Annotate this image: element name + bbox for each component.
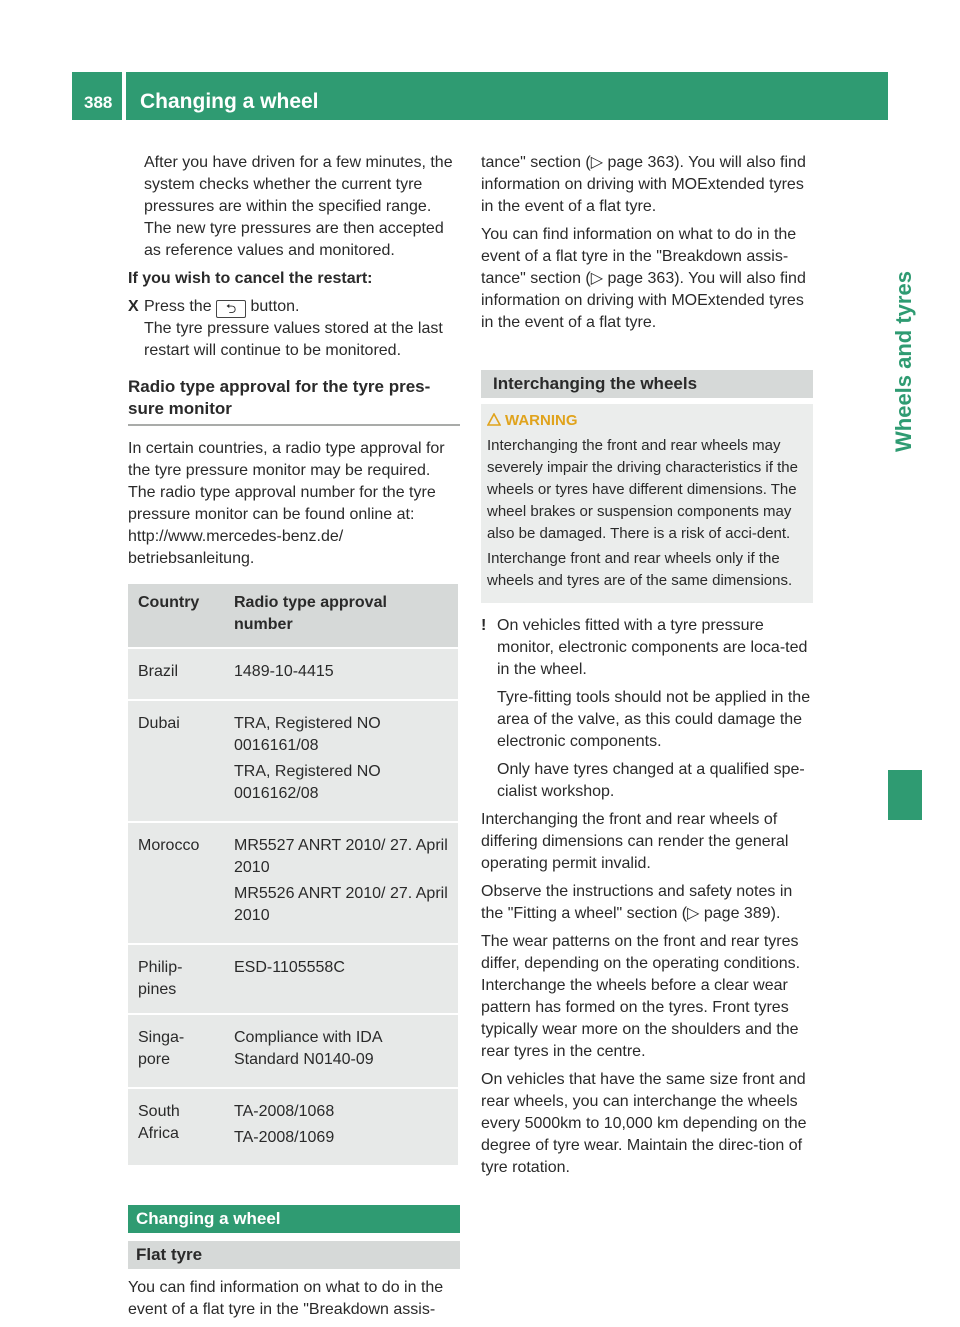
page-number: 388	[72, 72, 122, 120]
chapter-title: Changing a wheel	[126, 72, 888, 120]
note-text-3: Only have tyres changed at a qualified spe-cialist workshop.	[497, 761, 805, 800]
country-cell: Philip-pines	[128, 945, 224, 1015]
note-text-2: Tyre-fitting tools should not be applied in the area of the valve, as this could damage the electronic components.	[497, 689, 811, 750]
country-cell: Brazil	[128, 649, 224, 701]
number-cell: TRA, Registered NO 0016161/08 TRA, Registered NO 0016162/08	[224, 701, 458, 823]
table-row	[128, 945, 458, 1015]
table-row	[128, 1015, 458, 1089]
body-paragraph: Interchanging the front and rear wheels of differing dimensions can render the general operating permit invalid.	[481, 811, 789, 872]
warning-box	[481, 404, 813, 603]
subsection-bar-flat-tyre: Flat tyre	[128, 1241, 460, 1269]
note-icon: !	[481, 617, 487, 634]
step-result: The tyre pressure values stored at the last restart will continue to be monitored.	[144, 320, 443, 359]
number-cell: 1489-10-4415	[224, 649, 458, 701]
table-header-country: Country	[128, 584, 224, 649]
country-cell: South Africa	[128, 1089, 224, 1167]
body-paragraph: On vehicles that have the same size front and rear wheels, you can interchange the wheels every 5000km to 10,000 km depending on the degree of tyre wear. Maintain the direc-tion of tyre rotation.	[481, 1071, 807, 1176]
warning-text: Interchanging the front and rear wheels may severely impair the driving characteristics if the wheels or tyres have different dimensions. The wheel brakes or suspension components may also be damaged. There is a risk of acci-dent.	[487, 437, 798, 542]
continued-paragraph: tance" section (▷ page 363). You will also find information on driving with MOExtended tyres in the event of a flat tyre.	[481, 154, 806, 215]
subsection-bar-interchanging: Interchanging the wheels	[481, 370, 813, 398]
number-cell: Compliance with IDA Standard N0140-09	[224, 1015, 458, 1089]
step-text-post: button.	[250, 298, 300, 315]
side-tab-block	[888, 770, 922, 820]
number-cell: TA-2008/1068 TA-2008/1069	[224, 1089, 458, 1167]
instruction-step	[128, 296, 460, 362]
back-button-icon: ⮌	[216, 300, 246, 318]
table-row	[128, 823, 458, 945]
right-column	[481, 152, 813, 1185]
side-tab-label: Wheels and tyres	[891, 271, 916, 452]
note-block	[481, 615, 813, 803]
country-cell: Dubai	[128, 701, 224, 823]
intro-paragraph: After you have driven for a few minutes, the system checks whether the current tyre pressures are within the specified range. The new tyre pressures are then accepted as reference values and monitored.	[144, 154, 453, 259]
number-cell: MR5527 ANRT 2010/ 27. April 2010 MR5526 ANRT 2010/ 27. April 2010	[224, 823, 458, 945]
flat-tyre-info-paragraph: You can find information on what to do in the event of a flat tyre in the "Breakdown assis-tance" section (▷ page 363). You will also find information on driving with MOExtended tyres in the event of a flat tyre.	[481, 226, 806, 331]
warning-text-2: Interchange front and rear wheels only if the wheels and tyres are of the same dimensions.	[487, 550, 793, 589]
radio-approval-heading: Radio type approval for the tyre pres-sure monitor	[128, 376, 460, 426]
step-text-pre: Press the	[144, 298, 212, 315]
body-paragraph: The wear patterns on the front and rear tyres differ, depending on the operating conditions. Interchange the wheels before a clear wear pattern has formed on the tyres. Front tyres typically wear more on the shoulders and the rear tyres in the centre.	[481, 933, 801, 1060]
left-column	[128, 152, 460, 1327]
number-cell: ESD-1105558C	[224, 945, 458, 1015]
note-text-1: On vehicles fitted with a tyre pressure monitor, electronic components are loca-ted in the wheel.	[497, 617, 808, 678]
flat-tyre-text: You can find information on what to do in the event of a flat tyre in the "Breakdown assis-	[128, 1279, 444, 1318]
radio-approval-text: In certain countries, a radio type approval for the tyre pressure monitor may be required. The radio type approval number for the tyre pressure monitor can be found online at: http://www.mercedes-benz.de/ betriebsanleitung.	[128, 440, 445, 567]
section-bar-changing-wheel: Changing a wheel	[128, 1205, 460, 1233]
warning-triangle-icon	[487, 413, 501, 426]
country-cell: Singa-pore	[128, 1015, 224, 1089]
table-row	[128, 649, 458, 701]
approval-table	[128, 584, 458, 1167]
warning-title: WARNING	[505, 412, 578, 429]
table-row	[128, 1089, 458, 1167]
table-header-number: Radio type approval number	[224, 584, 458, 649]
step-marker: X	[128, 298, 139, 315]
body-paragraph: Observe the instructions and safety notes in the "Fitting a wheel" section (▷ page 389).	[481, 883, 793, 922]
table-row	[128, 701, 458, 823]
cancel-heading: If you wish to cancel the restart:	[128, 270, 373, 287]
country-cell: Morocco	[128, 823, 224, 945]
